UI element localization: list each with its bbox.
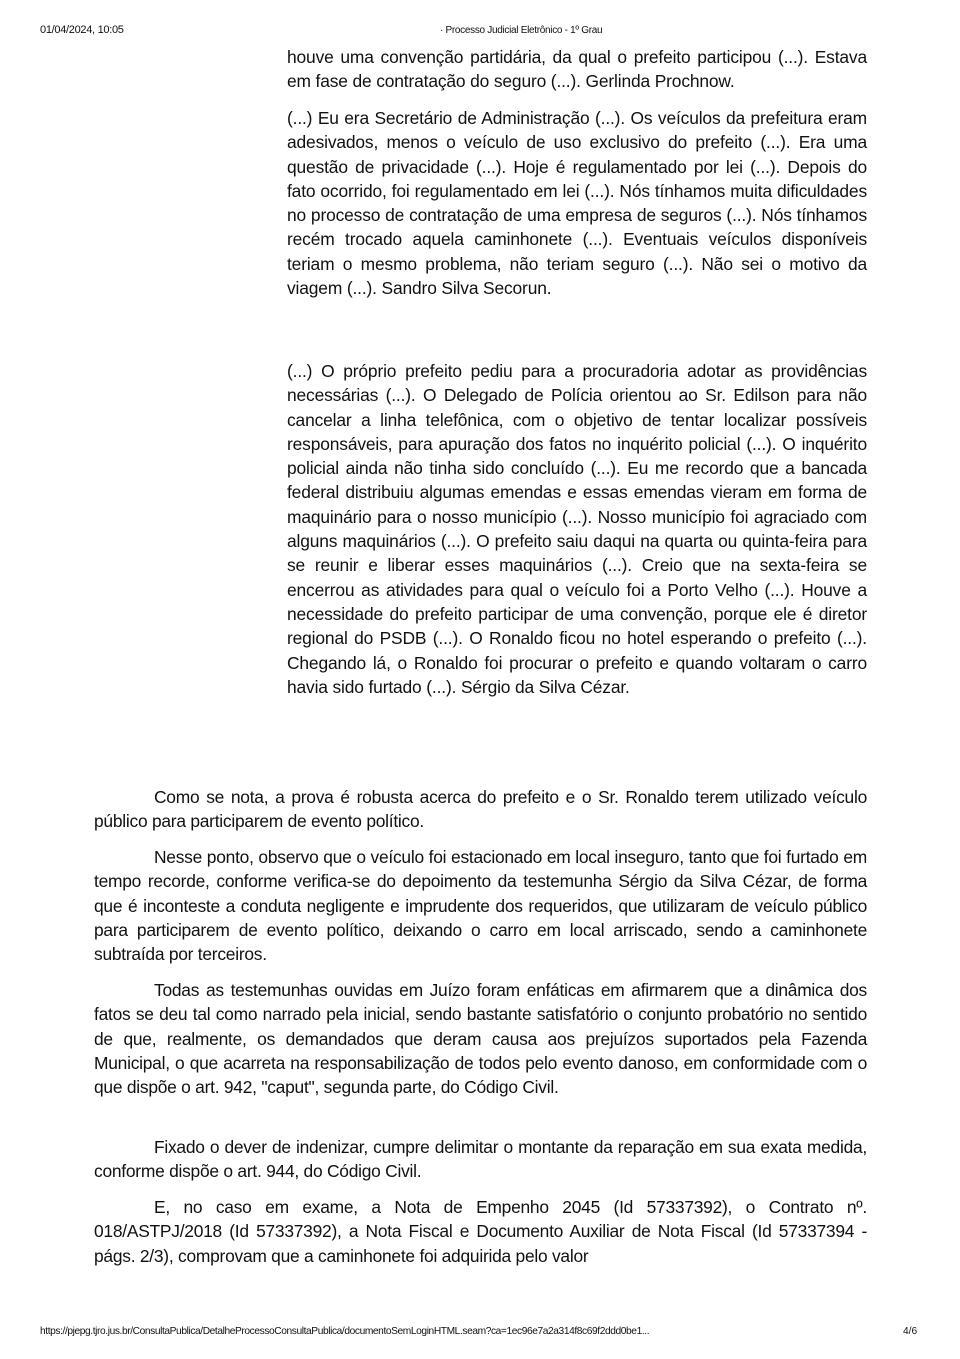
body-paragraph: Todas as testemunhas ouvidas em Juízo foram enfáticas em afirmarem que a dinâmica dos fatos se deu tal como narrado pela inicial, sendo bastante satisfatório o conjunto probatório no sentido de que, realmente, os demandados que deram causa aos prejuízos suportados pela Fazenda Municipal, o que acarreta na responsabilização de todos pelo evento danoso, em conformidade com o que dispõe o art. 942, "caput", segunda parte, do Código Civil. bbox=[94, 980, 867, 1098]
quote-text: (...) O próprio prefeito pediu para a procuradoria adotar as providências necessárias (...). O Delegado de Polícia orientou ao Sr. Edilson para não cancelar a linha telefônica, com o objetivo de tentar localizar possíveis responsáveis, para apuração dos fatos no inquérito policial (...). O inquérito policial ainda não tinha sido concluído (...). Eu me recordo que a bancada federal distribuiu algumas emendas e essas emendas vieram em forma de maquinário para o nosso município (...). Nosso município foi agraciado com alguns maquinários (...). O prefeito saiu daqui na quarta ou quinta-feira para se reunir e liberar esses maquinários (...). Creio que na sexta-feira se encerrou as atividades para qual o veículo foi a Porto Velho (...). Houve a necessidade do prefeito participar de uma convenção, porque ele é diretor regional do PSDB (...). O Ronaldo ficou no hotel esperando o prefeito (...). Chegando lá, o Ronaldo foi procurar o prefeito e quando voltaram o carro havia sido furtado (...). Sérgio da Silva Cézar. bbox=[287, 361, 867, 697]
document-title: · Processo Judicial Eletrônico - 1º Grau bbox=[440, 25, 603, 36]
print-timestamp: 01/04/2024, 10:05 bbox=[40, 24, 124, 36]
page-number: 4/6 bbox=[903, 1326, 918, 1337]
quote-text: (...) Eu era Secretário de Administração (...). Os veículos da prefeitura eram adesivados, menos o veículo de uso exclusivo do prefeito (...). Era uma questão de privacidade (...). Hoje é regulamentado por lei (...). Depois do fato ocorrido, foi regulamentado em lei (...). Nós tínhamos muita dificuldades no processo de contratação de uma empresa de seguros (...). Nós tínhamos recém trocado aquela caminhonete (...). Eventuais veículos disponíveis teriam o mesmo problema, não teriam seguro (...). Não sei o motivo da viagem (...). Sandro Silva Secorun. bbox=[287, 108, 867, 299]
body-paragraph: Nesse ponto, observo que o veículo foi estacionado em local inseguro, tanto que foi furtado em tempo recorde, conforme verifica-se do depoimento da testemunha Sérgio da Silva Cézar, de forma que é inconteste a conduta negligente e imprudente dos requeridos, que utilizaram de veículo público para participarem de evento político, deixando o carro em local arriscado, sendo a caminhonete subtraída por terceiros. bbox=[94, 847, 867, 965]
source-url: https://pjepg.tjro.jus.br/ConsultaPublica/DetalheProcessoConsultaPublica/documentoSemLoginHTML.seam?ca=1ec96e7a2a314f8c69f2ddd0be1... bbox=[40, 1326, 650, 1337]
quote-text: houve uma convenção partidária, da qual o prefeito participou (...). Estava em fase de contratação do seguro (...). Gerlinda Prochnow. bbox=[287, 47, 867, 92]
testimony-quote-gerlinda bbox=[287, 45, 867, 94]
body-paragraph: Como se nota, a prova é robusta acerca do prefeito e o Sr. Ronaldo terem utilizado veículo público para participarem de evento político. bbox=[94, 787, 867, 832]
testimony-quote-sandro bbox=[287, 106, 867, 300]
body-paragraph: Fixado o dever de indenizar, cumpre delimitar o montante da reparação em sua exata medida, conforme dispõe o art. 944, do Código Civil. bbox=[94, 1137, 867, 1182]
body-paragraph: E, no caso em exame, a Nota de Empenho 2045 (Id 57337392), o Contrato nº. 018/ASTPJ/2018 (Id 57337392), a Nota Fiscal e Documento Auxiliar de Nota Fiscal (Id 57337394 - págs. 2/3), comprovam que a caminhonete foi adquirida pelo valor bbox=[94, 1197, 867, 1266]
testimony-quote-sergio bbox=[287, 359, 867, 699]
